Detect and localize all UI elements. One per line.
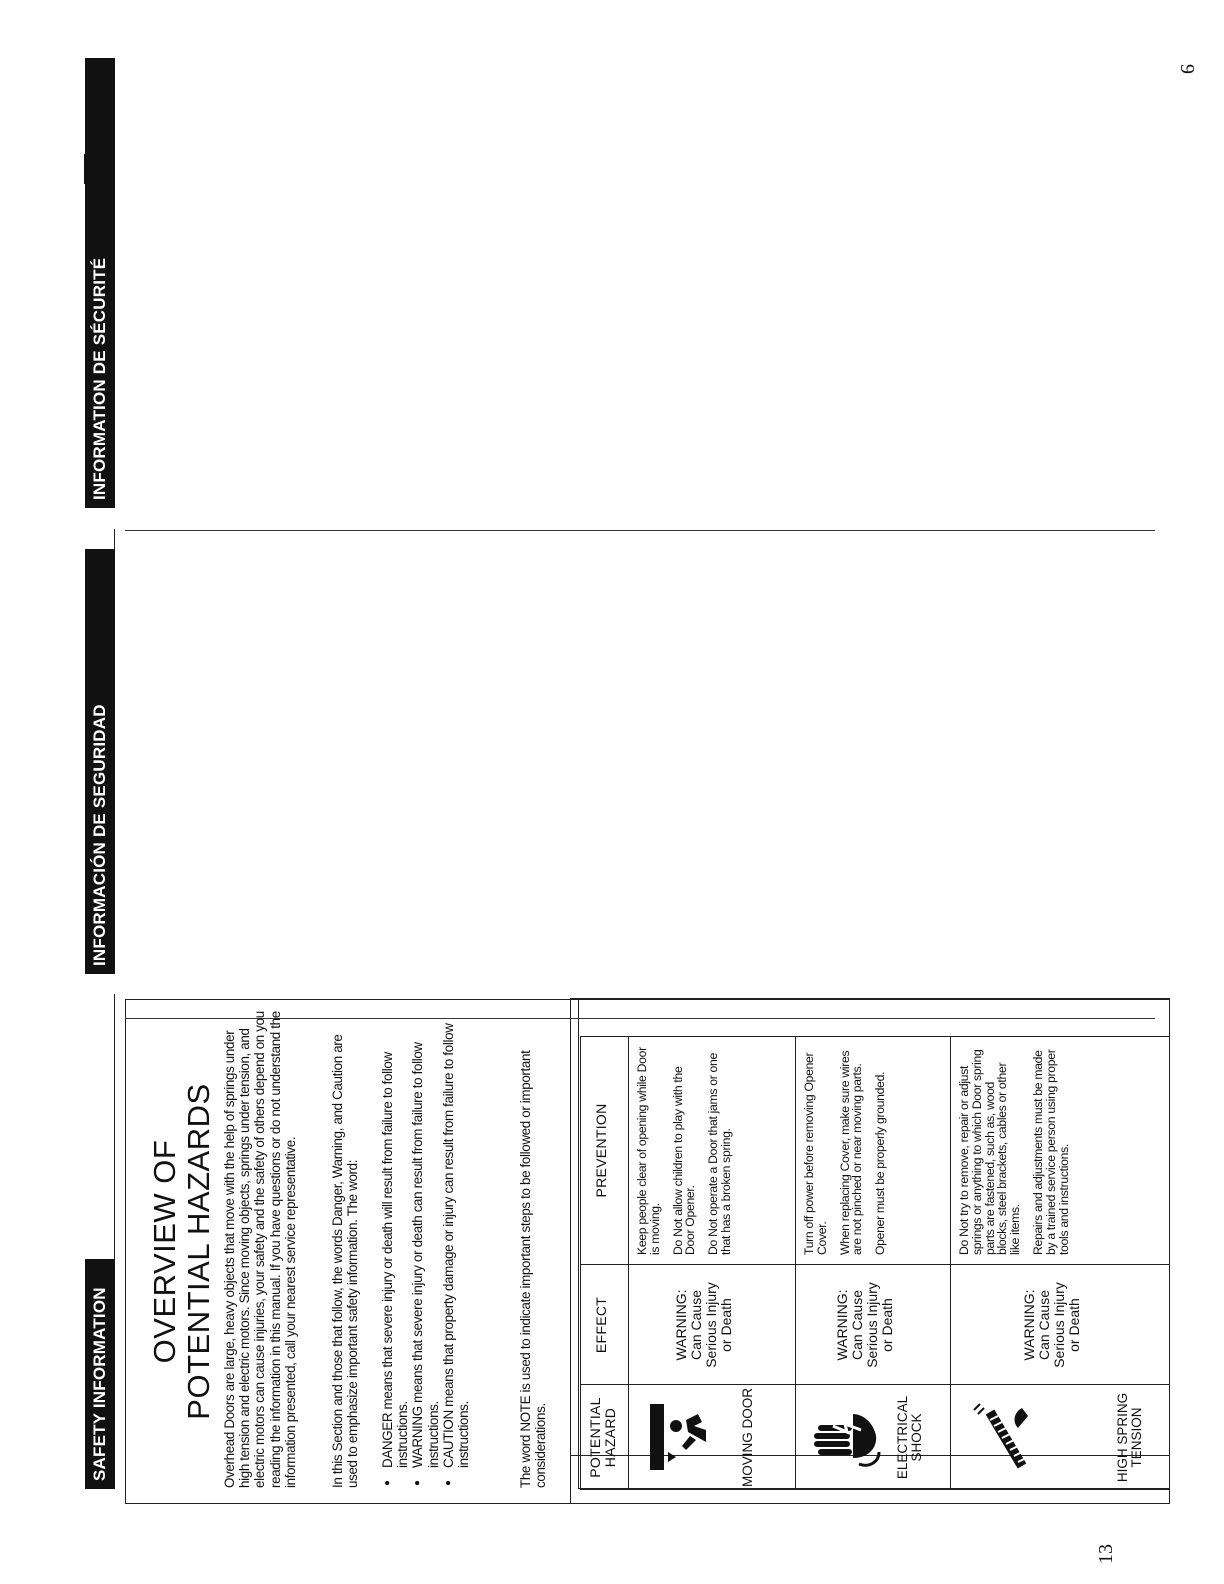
hazard-name: HIGH SPRING TENSION: [1115, 1392, 1144, 1483]
effect-text: WARNING: Can Cause Serious Injury or Death: [672, 1282, 734, 1368]
title-line-2: POTENTIAL HAZARDS: [181, 1083, 216, 1420]
prevention-item: Do Not allow children to play with the Door Opener.: [670, 1066, 698, 1255]
prevention-item: Do Not try to remove, repair or adjust springs or anything to which Door spring parts are fastened, such as, wood blocks, steel brackets, cables or other like items.: [957, 1049, 1023, 1255]
definition-danger: ● DANGER means that severe injury or death will result from failure to follow instructions.: [380, 1052, 411, 1486]
effect-text: WARNING: Can Cause Serious Injury or Death: [1021, 1282, 1082, 1368]
french-section-header: INFORMATION DE SÉCURITÉ: [85, 58, 115, 508]
intro-paragraph: Overhead Doors are large, heavy objects that move with the help of springs under high tension and electric motors. Since moving objects, springs under tension, and electric motors can cause injuries, your safety and the safety of others depend on you reading the information in this manual. If you have questions or do not understand the information presented, call your nearest service representative.: [222, 1011, 298, 1488]
header-potential-hazard: POTENTIAL HAZARD: [587, 1397, 618, 1478]
bullet-icon: ●: [382, 1480, 393, 1486]
prevention-item: Opener must be properly grounded.: [873, 1071, 888, 1255]
section-note-paragraph: In this Section and those that follow, the words Danger, Warning, and Caution are used to emphasize important safety information. The word:: [330, 1034, 361, 1488]
page-number-right: 9: [1176, 64, 1198, 74]
header-prevention: PREVENTION: [593, 1103, 609, 1198]
spanish-section-header: INFORMACIÓN DE SEGURIDAD: [85, 549, 115, 974]
definition-warning: ● WARNING means that severe injury or death can result from failure to follow instructions.: [410, 1042, 441, 1486]
hazard-name: ELECTRICAL SHOCK: [895, 1395, 924, 1480]
prevention-item: Do Not operate a Door that jams or one that has a broken spring.: [706, 1053, 733, 1255]
title-line-1: OVERVIEW OF: [147, 1139, 182, 1364]
prevention-item: When replacing Cover, make sure wires are not pinched or near moving parts.: [837, 1050, 865, 1255]
page-number-left: 13: [1095, 1544, 1117, 1564]
definition-caution: ● CAUTION means that property damage or injury can result from failure to follow instructions.: [440, 1023, 472, 1486]
bullet-icon: ●: [412, 1480, 424, 1486]
bullet-icon: ●: [442, 1480, 454, 1486]
header-effect: EFFECT: [593, 1296, 609, 1354]
prevention-item: Turn off power before removing Opener Cover.: [802, 1052, 829, 1255]
effect-text: WARNING: Can Cause Serious Injury or Death: [833, 1282, 895, 1368]
note-paragraph: The word NOTE is used to indicate important steps to be followed or important considerations.: [518, 1050, 549, 1488]
english-section-header: SAFETY INFORMATION: [85, 1259, 115, 1489]
prevention-item: Keep people clear of opening while Door is moving.: [635, 1047, 662, 1255]
prevention-item: Repairs and adjustments must be made by a trained service person using proper tools and instructions.: [1030, 1049, 1071, 1255]
hazard-name: MOVING DOOR: [740, 1388, 755, 1488]
